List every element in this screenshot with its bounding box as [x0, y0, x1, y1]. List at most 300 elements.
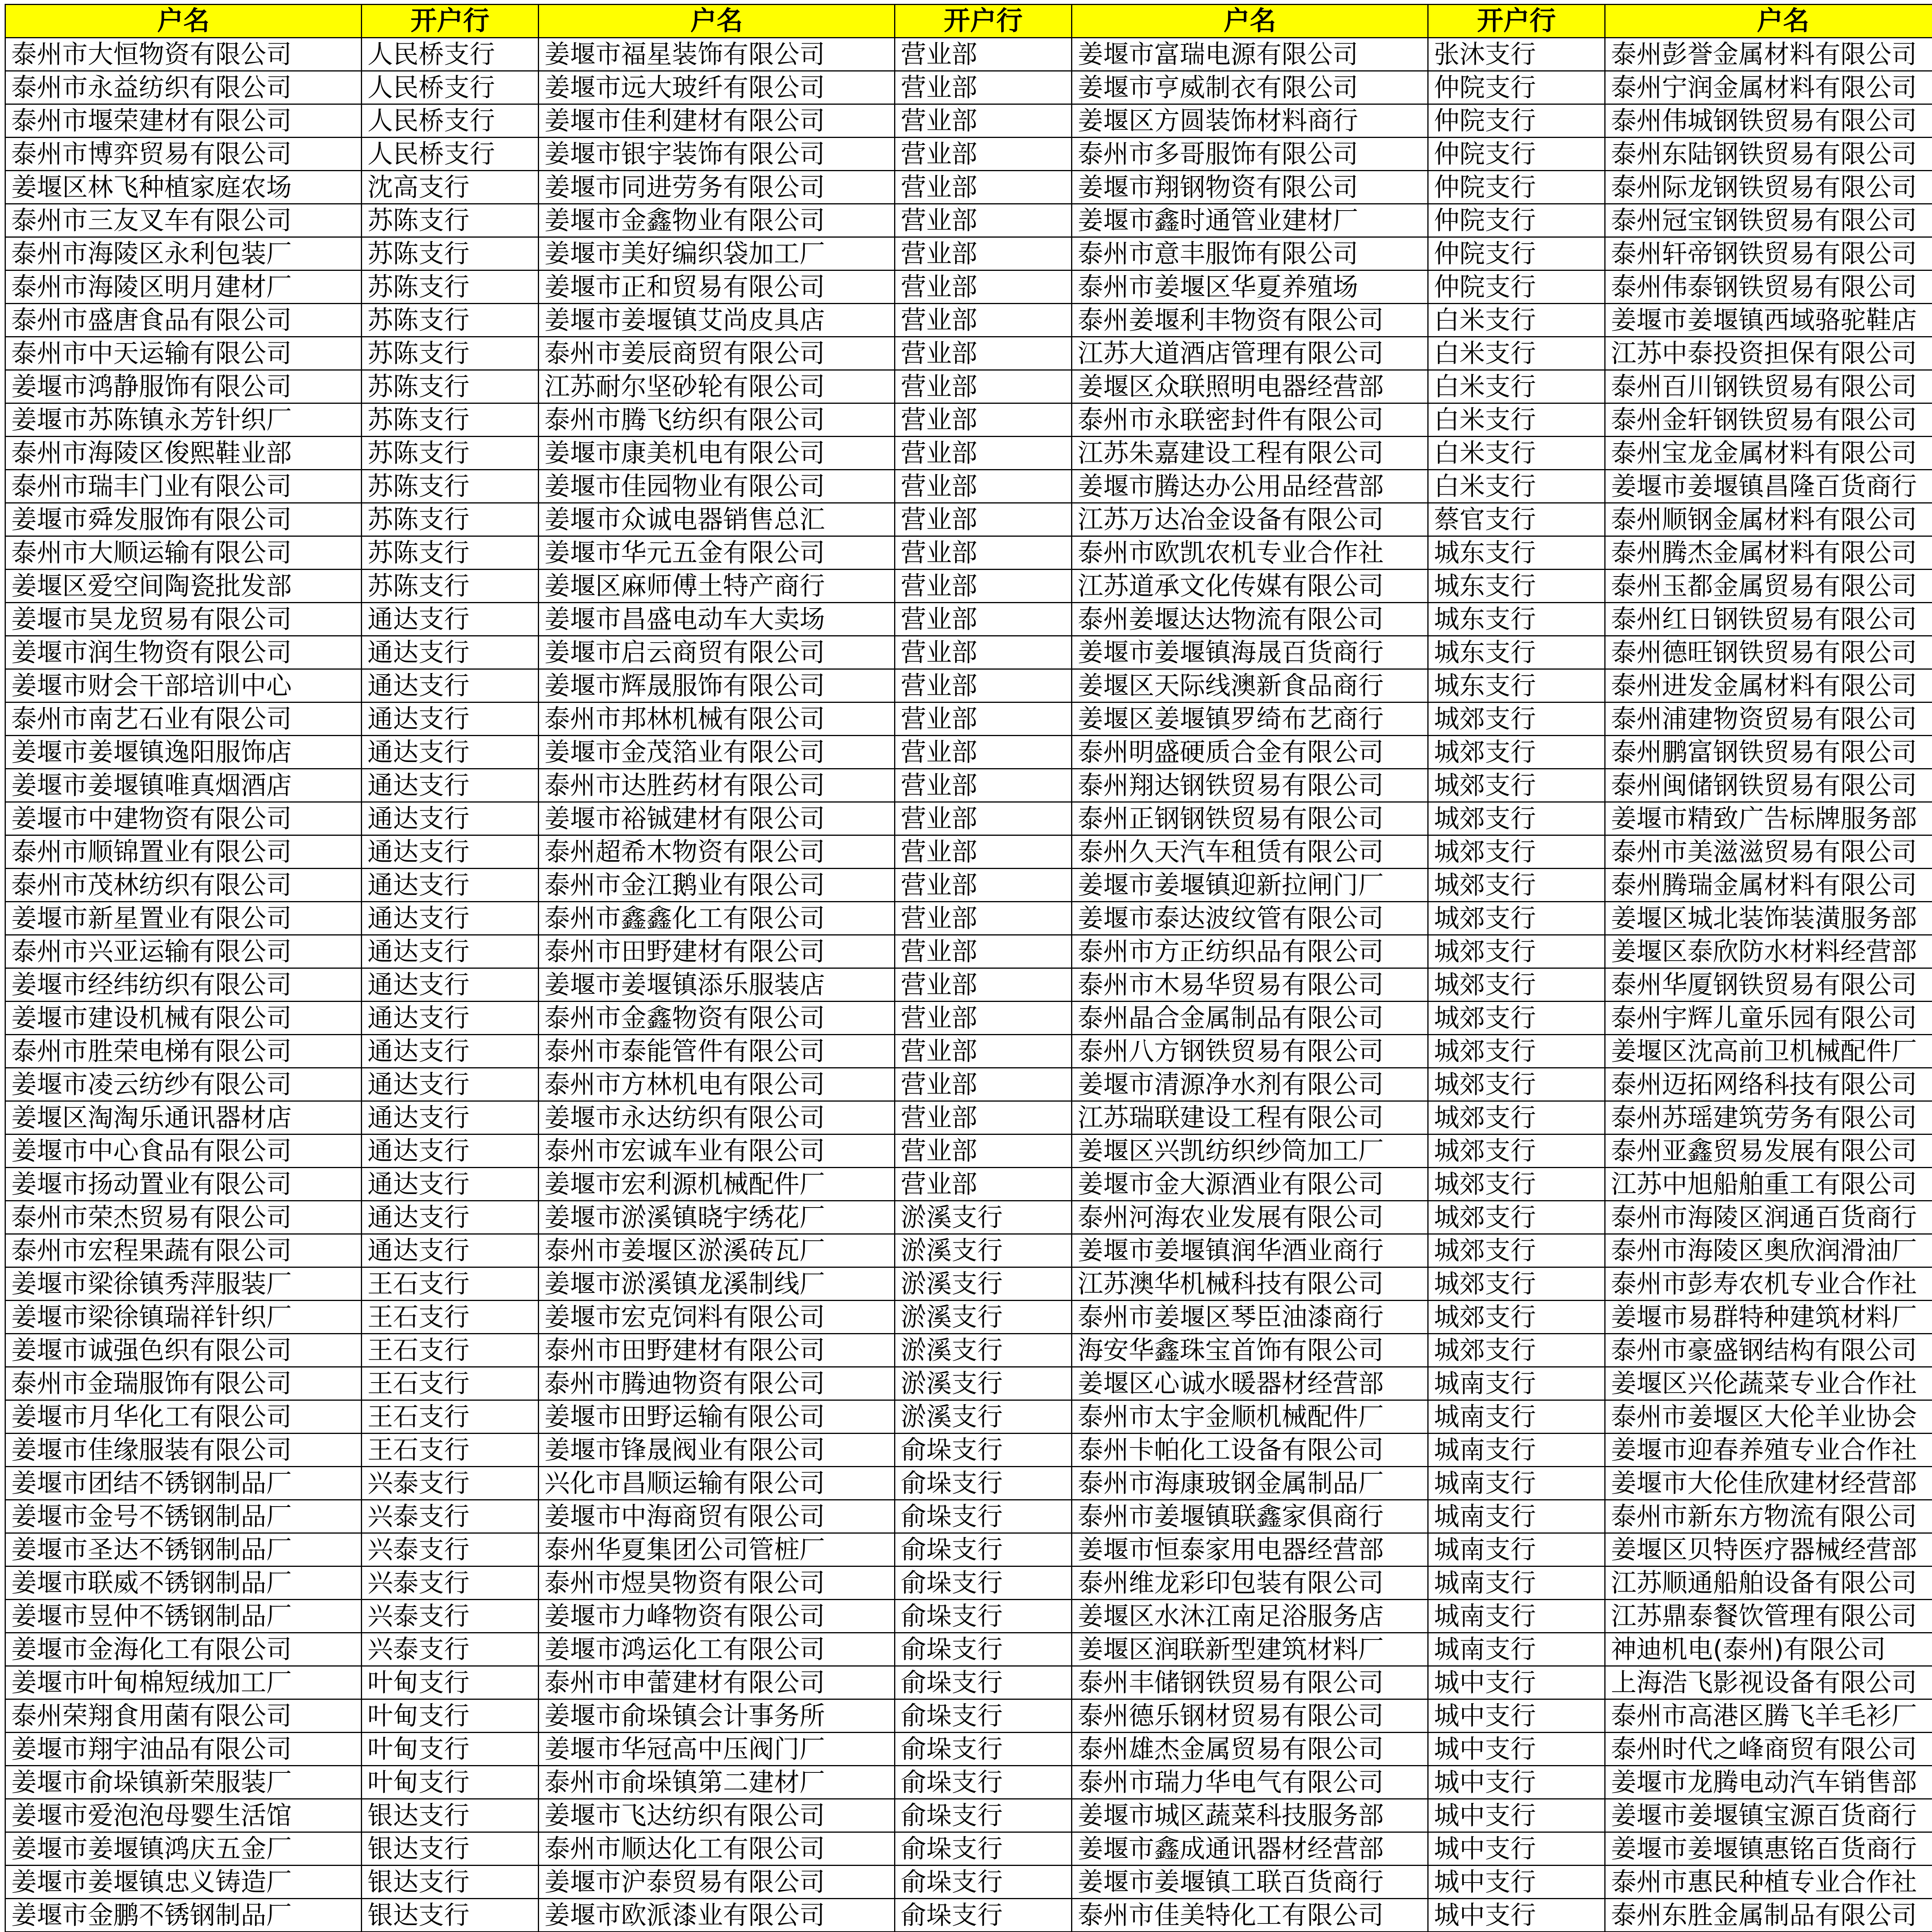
bank-branch-cell: 白米支行 — [1428, 304, 1605, 337]
table-row — [5, 204, 1932, 237]
bank-branch-cell: 通达支行 — [362, 935, 539, 968]
account-name-cell: 泰州市姜堰区淤溪砖瓦厂 — [539, 1234, 895, 1267]
table-row — [5, 403, 1932, 437]
account-name-cell: 泰州市泰能管件有限公司 — [539, 1035, 895, 1068]
account-name-cell: 泰州市海陵区俊熙鞋业部 — [5, 437, 362, 470]
account-name-cell: 姜堰市正和贸易有限公司 — [539, 270, 895, 304]
account-name-cell: 姜堰市中心食品有限公司 — [5, 1134, 362, 1168]
account-name-cell: 姜堰区兴凯纺织纱筒加工厂 — [1072, 1134, 1428, 1168]
account-name-cell: 泰州金轩钢铁贸易有限公司 — [1605, 403, 1932, 437]
table-row — [5, 1367, 1932, 1400]
account-name-cell: 姜堰市圣达不锈钢制品厂 — [5, 1533, 362, 1566]
bank-branch-cell: 营业部 — [895, 304, 1072, 337]
account-name-cell: 姜堰市姜堰镇宝源百货商行 — [1605, 1799, 1932, 1832]
account-name-cell: 泰州市姜堰镇联鑫家俱商行 — [1072, 1500, 1428, 1533]
bank-branch-cell: 通达支行 — [362, 968, 539, 1002]
account-name-cell: 泰州市堰荣建材有限公司 — [5, 104, 362, 138]
account-name-cell: 姜堰市鑫时通管业建材厂 — [1072, 204, 1428, 237]
bank-branch-cell: 营业部 — [895, 71, 1072, 104]
account-name-cell: 姜堰市舜发服饰有限公司 — [5, 503, 362, 536]
bank-branch-cell: 仲院支行 — [1428, 270, 1605, 304]
account-name-cell: 姜堰市淤溪镇龙溪制线厂 — [539, 1267, 895, 1301]
account-name-cell: 泰州市欧凯农机专业合作社 — [1072, 536, 1428, 570]
bank-branch-cell: 城郊支行 — [1428, 902, 1605, 935]
bank-branch-cell: 城中支行 — [1428, 1899, 1605, 1932]
account-name-cell: 姜堰市姜堰镇艾尚皮具店 — [539, 304, 895, 337]
account-name-cell: 泰州市达胜药材有限公司 — [539, 769, 895, 802]
table-row — [5, 702, 1932, 736]
bank-branch-cell: 城南支行 — [1428, 1367, 1605, 1400]
bank-branch-cell: 仲院支行 — [1428, 104, 1605, 138]
table-row — [5, 736, 1932, 769]
bank-branch-cell: 营业部 — [895, 636, 1072, 669]
account-name-cell: 姜堰市泰达波纹管有限公司 — [1072, 902, 1428, 935]
bank-branch-cell: 营业部 — [895, 138, 1072, 171]
account-name-cell: 姜堰市裕铖建材有限公司 — [539, 802, 895, 835]
table-row — [5, 1866, 1932, 1899]
account-name-cell: 姜堰市姜堰镇添乐服装店 — [539, 968, 895, 1002]
bank-branch-cell: 俞垛支行 — [895, 1899, 1072, 1932]
bank-branch-cell: 通达支行 — [362, 1201, 539, 1234]
account-name-cell: 泰州市方林机电有限公司 — [539, 1068, 895, 1101]
table-row — [5, 470, 1932, 503]
bank-branch-cell: 城中支行 — [1428, 1766, 1605, 1799]
bank-branch-cell: 营业部 — [895, 536, 1072, 570]
bank-branch-cell: 通达支行 — [362, 1035, 539, 1068]
account-name-cell: 泰州丰储钢铁贸易有限公司 — [1072, 1666, 1428, 1699]
account-name-cell: 姜堰市沪泰贸易有限公司 — [539, 1866, 895, 1899]
account-name-cell: 姜堰市精致广告标牌服务部 — [1605, 802, 1932, 835]
bank-branch-cell: 城郊支行 — [1428, 769, 1605, 802]
bank-branch-cell: 淤溪支行 — [895, 1334, 1072, 1367]
table-row — [5, 1400, 1932, 1434]
table-row — [5, 1899, 1932, 1932]
table-row — [5, 1035, 1932, 1068]
account-name-cell: 江苏道承文化传媒有限公司 — [1072, 570, 1428, 603]
table-row — [5, 1799, 1932, 1832]
account-name-cell: 姜堰市姜堰镇惠铭百货商行 — [1605, 1832, 1932, 1866]
table-row — [5, 71, 1932, 104]
account-name-cell: 泰州伟城钢铁贸易有限公司 — [1605, 104, 1932, 138]
table-row — [5, 669, 1932, 702]
table-row — [5, 1633, 1932, 1666]
table-row — [5, 769, 1932, 802]
account-name-cell: 姜堰市腾达办公用品经营部 — [1072, 470, 1428, 503]
account-name-cell: 姜堰市佳利建材有限公司 — [539, 104, 895, 138]
account-name-cell: 泰州晶合金属制品有限公司 — [1072, 1002, 1428, 1035]
account-name-cell: 姜堰市梁徐镇秀萍服装厂 — [5, 1267, 362, 1301]
bank-branch-cell: 仲院支行 — [1428, 138, 1605, 171]
account-name-cell: 泰州市兴亚运输有限公司 — [5, 935, 362, 968]
account-name-cell: 泰州玉都金属贸易有限公司 — [1605, 570, 1932, 603]
account-name-cell: 泰州市太宇金顺机械配件厂 — [1072, 1400, 1428, 1434]
account-name-cell: 泰州市顺锦置业有限公司 — [5, 835, 362, 869]
account-name-cell: 泰州河海农业发展有限公司 — [1072, 1201, 1428, 1234]
account-name-cell: 姜堰市亨威制衣有限公司 — [1072, 71, 1428, 104]
bank-branch-cell: 营业部 — [895, 1002, 1072, 1035]
bank-branch-cell: 苏陈支行 — [362, 503, 539, 536]
account-name-cell: 泰州市新东方物流有限公司 — [1605, 1500, 1932, 1533]
bank-branch-cell: 城郊支行 — [1428, 935, 1605, 968]
account-name-cell: 姜堰市清源净水剂有限公司 — [1072, 1068, 1428, 1101]
account-name-cell: 泰州市宏诚车业有限公司 — [539, 1134, 895, 1168]
account-name-cell: 泰州市惠民种植专业合作社 — [1605, 1866, 1932, 1899]
table-row — [5, 1766, 1932, 1799]
bank-branch-cell: 王石支行 — [362, 1434, 539, 1467]
account-name-cell: 泰州市申蕾建材有限公司 — [539, 1666, 895, 1699]
account-name-cell: 江苏万达冶金设备有限公司 — [1072, 503, 1428, 536]
account-name-cell: 江苏瑞联建设工程有限公司 — [1072, 1101, 1428, 1134]
account-name-cell: 泰州明盛硬质合金有限公司 — [1072, 736, 1428, 769]
account-name-cell: 姜堰市金鑫物业有限公司 — [539, 204, 895, 237]
account-name-cell: 兴化市昌顺运输有限公司 — [539, 1467, 895, 1500]
bank-branch-cell: 城郊支行 — [1428, 1134, 1605, 1168]
account-name-cell: 姜堰市梁徐镇瑞祥针织厂 — [5, 1301, 362, 1334]
bank-branch-cell: 通达支行 — [362, 902, 539, 935]
account-name-cell: 姜堰市昱仲不锈钢制品厂 — [5, 1600, 362, 1633]
account-name-cell: 泰州市中天运输有限公司 — [5, 337, 362, 370]
bank-branch-cell: 人民桥支行 — [362, 38, 539, 71]
bank-branch-cell: 苏陈支行 — [362, 570, 539, 603]
bank-branch-cell: 营业部 — [895, 437, 1072, 470]
bank-branch-cell: 通达支行 — [362, 1134, 539, 1168]
account-name-cell: 泰州红日钢铁贸易有限公司 — [1605, 603, 1932, 636]
table-row — [5, 1101, 1932, 1134]
account-name-cell: 泰州市盛唐食品有限公司 — [5, 304, 362, 337]
account-name-cell: 泰州市姜堰区琴臣油漆商行 — [1072, 1301, 1428, 1334]
account-name-cell: 姜堰市华冠高中压阀门厂 — [539, 1733, 895, 1766]
account-name-cell: 泰州宇辉儿童乐园有限公司 — [1605, 1002, 1932, 1035]
account-name-cell: 海安华鑫珠宝首饰有限公司 — [1072, 1334, 1428, 1367]
account-name-cell: 泰州市鑫鑫化工有限公司 — [539, 902, 895, 935]
account-name-cell: 姜堰市金号不锈钢制品厂 — [5, 1500, 362, 1533]
account-name-cell: 泰州市三友叉车有限公司 — [5, 204, 362, 237]
table-row — [5, 1566, 1932, 1600]
account-name-cell: 泰州市美滋滋贸易有限公司 — [1605, 835, 1932, 869]
table-row — [5, 138, 1932, 171]
account-name-cell: 泰州市邦林机械有限公司 — [539, 702, 895, 736]
account-name-cell: 姜堰市辉晟服饰有限公司 — [539, 669, 895, 702]
account-name-cell: 泰州市腾迪物资有限公司 — [539, 1367, 895, 1400]
bank-branch-cell: 兴泰支行 — [362, 1566, 539, 1600]
account-name-cell: 泰州市海陵区永利包装厂 — [5, 237, 362, 270]
bank-branch-cell: 王石支行 — [362, 1367, 539, 1400]
bank-branch-cell: 苏陈支行 — [362, 237, 539, 270]
account-name-cell: 姜堰市姜堰镇海晟百货商行 — [1072, 636, 1428, 669]
account-name-cell: 江苏澳华机械科技有限公司 — [1072, 1267, 1428, 1301]
account-name-cell: 泰州顺钢金属材料有限公司 — [1605, 503, 1932, 536]
account-name-cell: 姜堰市姜堰镇逸阳服饰店 — [5, 736, 362, 769]
bank-branch-cell: 俞垛支行 — [895, 1733, 1072, 1766]
bank-branch-cell: 营业部 — [895, 603, 1072, 636]
account-name-cell: 泰州东胜金属制品有限公司 — [1605, 1899, 1932, 1932]
bank-branch-cell: 俞垛支行 — [895, 1866, 1072, 1899]
account-name-cell: 泰州鹏富钢铁贸易有限公司 — [1605, 736, 1932, 769]
account-name-cell: 姜堰市恒泰家用电器经营部 — [1072, 1533, 1428, 1566]
account-name-cell: 姜堰市淤溪镇晓宇绣花厂 — [539, 1201, 895, 1234]
bank-branch-cell: 通达支行 — [362, 1168, 539, 1201]
account-name-cell: 泰州市多哥服饰有限公司 — [1072, 138, 1428, 171]
bank-branch-cell: 城郊支行 — [1428, 802, 1605, 835]
bank-branch-cell: 营业部 — [895, 669, 1072, 702]
table-body — [5, 38, 1932, 1932]
bank-branch-cell: 通达支行 — [362, 769, 539, 802]
bank-branch-cell: 城南支行 — [1428, 1533, 1605, 1566]
account-name-cell: 姜堰区沈高前卫机械配件厂 — [1605, 1035, 1932, 1068]
account-name-cell: 江苏大道酒店管理有限公司 — [1072, 337, 1428, 370]
account-name-cell: 姜堰市银宇装饰有限公司 — [539, 138, 895, 171]
bank-branch-cell: 俞垛支行 — [895, 1566, 1072, 1600]
account-name-cell: 姜堰区林飞种植家庭农场 — [5, 171, 362, 204]
account-name-cell: 泰州市姜辰商贸有限公司 — [539, 337, 895, 370]
account-name-cell: 泰州亚鑫贸易发展有限公司 — [1605, 1134, 1932, 1168]
bank-branch-cell: 叶甸支行 — [362, 1766, 539, 1799]
table-row — [5, 237, 1932, 270]
bank-branch-cell: 城南支行 — [1428, 1566, 1605, 1600]
bank-branch-cell: 仲院支行 — [1428, 237, 1605, 270]
account-name-cell: 泰州市茂林纺织有限公司 — [5, 869, 362, 902]
bank-branch-cell: 苏陈支行 — [362, 437, 539, 470]
account-name-cell: 泰州市永联密封件有限公司 — [1072, 403, 1428, 437]
account-name-cell: 泰州市木易华贸易有限公司 — [1072, 968, 1428, 1002]
account-name-cell: 泰州百川钢铁贸易有限公司 — [1605, 370, 1932, 403]
bank-branch-cell: 营业部 — [895, 171, 1072, 204]
bank-branch-cell: 兴泰支行 — [362, 1533, 539, 1566]
bank-branch-cell: 营业部 — [895, 204, 1072, 237]
bank-branch-cell: 俞垛支行 — [895, 1500, 1072, 1533]
account-name-cell: 神迪机电(泰州)有限公司 — [1605, 1633, 1932, 1666]
bank-branch-cell: 营业部 — [895, 1101, 1072, 1134]
bank-branch-cell: 营业部 — [895, 470, 1072, 503]
account-name-cell: 姜堰市远大玻纤有限公司 — [539, 71, 895, 104]
account-name-cell: 泰州苏瑶建筑劳务有限公司 — [1605, 1101, 1932, 1134]
bank-branch-cell: 通达支行 — [362, 802, 539, 835]
account-name-cell: 姜堰区方圆装饰材料商行 — [1072, 104, 1428, 138]
bank-branch-cell: 城南支行 — [1428, 1633, 1605, 1666]
account-name-cell: 姜堰市姜堰镇昌隆百货商行 — [1605, 470, 1932, 503]
account-name-cell: 姜堰区心诚水暖器材经营部 — [1072, 1367, 1428, 1400]
account-name-cell: 姜堰市诚强色织有限公司 — [5, 1334, 362, 1367]
table-row — [5, 935, 1932, 968]
account-name-cell: 姜堰市凌云纺纱有限公司 — [5, 1068, 362, 1101]
bank-branch-cell: 城中支行 — [1428, 1799, 1605, 1832]
bank-branch-cell: 俞垛支行 — [895, 1434, 1072, 1467]
bank-branch-cell: 兴泰支行 — [362, 1500, 539, 1533]
header-bank-branch-1: 开户行 — [362, 5, 539, 38]
bank-branch-cell: 城郊支行 — [1428, 1101, 1605, 1134]
account-name-cell: 泰州进发金属材料有限公司 — [1605, 669, 1932, 702]
account-name-cell: 姜堰市宏克饲料有限公司 — [539, 1301, 895, 1334]
header-account-name-4: 户名 — [1605, 5, 1932, 38]
account-name-cell: 泰州市胜荣电梯有限公司 — [5, 1035, 362, 1068]
account-name-cell: 姜堰市新星置业有限公司 — [5, 902, 362, 935]
account-name-cell: 泰州华厦钢铁贸易有限公司 — [1605, 968, 1932, 1002]
header-account-name-2: 户名 — [539, 5, 895, 38]
account-name-cell: 江苏顺通船舶设备有限公司 — [1605, 1566, 1932, 1600]
bank-branch-cell: 城东支行 — [1428, 570, 1605, 603]
bank-branch-cell: 营业部 — [895, 270, 1072, 304]
table-row — [5, 171, 1932, 204]
account-name-cell: 江苏朱嘉建设工程有限公司 — [1072, 437, 1428, 470]
bank-branch-cell: 白米支行 — [1428, 337, 1605, 370]
bank-branch-cell: 营业部 — [895, 237, 1072, 270]
account-name-cell: 姜堰市爱泡泡母婴生活馆 — [5, 1799, 362, 1832]
account-name-cell: 泰州市博弈贸易有限公司 — [5, 138, 362, 171]
account-name-cell: 姜堰区润联新型建筑材料厂 — [1072, 1633, 1428, 1666]
bank-branch-cell: 王石支行 — [362, 1267, 539, 1301]
account-name-cell: 江苏中旭船舶重工有限公司 — [1605, 1168, 1932, 1201]
table-row — [5, 570, 1932, 603]
account-name-cell: 姜堰区淘淘乐通讯器材店 — [5, 1101, 362, 1134]
bank-branch-cell: 银达支行 — [362, 1832, 539, 1866]
bank-branch-cell: 兴泰支行 — [362, 1633, 539, 1666]
account-name-cell: 姜堰市鸿运化工有限公司 — [539, 1633, 895, 1666]
account-name-cell: 姜堰市金茂箔业有限公司 — [539, 736, 895, 769]
bank-branch-cell: 人民桥支行 — [362, 71, 539, 104]
table-row — [5, 1334, 1932, 1367]
bank-branch-cell: 张沐支行 — [1428, 38, 1605, 71]
table-row — [5, 38, 1932, 71]
account-name-cell: 姜堰区爱空间陶瓷批发部 — [5, 570, 362, 603]
table-row — [5, 370, 1932, 403]
bank-branch-cell: 营业部 — [895, 869, 1072, 902]
bank-branch-cell: 蔡官支行 — [1428, 503, 1605, 536]
account-name-cell: 泰州荣翔食用菌有限公司 — [5, 1699, 362, 1733]
account-name-cell: 姜堰市俞垛镇会计事务所 — [539, 1699, 895, 1733]
account-name-cell: 泰州市腾飞纺织有限公司 — [539, 403, 895, 437]
bank-branch-cell: 城东支行 — [1428, 669, 1605, 702]
account-name-cell: 姜堰市建设机械有限公司 — [5, 1002, 362, 1035]
bank-branch-cell: 叶甸支行 — [362, 1733, 539, 1766]
bank-branch-cell: 营业部 — [895, 403, 1072, 437]
bank-branch-cell: 城中支行 — [1428, 1866, 1605, 1899]
account-name-cell: 姜堰市锋晟阀业有限公司 — [539, 1434, 895, 1467]
bank-branch-cell: 营业部 — [895, 1035, 1072, 1068]
table-row — [5, 270, 1932, 304]
bank-branch-cell: 城中支行 — [1428, 1666, 1605, 1699]
account-name-cell: 泰州德乐钢材贸易有限公司 — [1072, 1699, 1428, 1733]
bank-branch-cell: 通达支行 — [362, 669, 539, 702]
header-account-name-1: 户名 — [5, 5, 362, 38]
account-name-cell: 姜堰市力峰物资有限公司 — [539, 1600, 895, 1633]
bank-branch-cell: 苏陈支行 — [362, 270, 539, 304]
bank-branch-cell: 营业部 — [895, 736, 1072, 769]
bank-branch-cell: 城郊支行 — [1428, 1035, 1605, 1068]
account-name-cell: 泰州市金瑞服饰有限公司 — [5, 1367, 362, 1400]
bank-branch-cell: 营业部 — [895, 1068, 1072, 1101]
bank-branch-cell: 俞垛支行 — [895, 1467, 1072, 1500]
bank-branch-cell: 人民桥支行 — [362, 138, 539, 171]
account-name-cell: 泰州市海康玻钢金属制品厂 — [1072, 1467, 1428, 1500]
table-row — [5, 1533, 1932, 1566]
account-name-cell: 姜堰市姜堰镇忠义铸造厂 — [5, 1866, 362, 1899]
account-name-cell: 泰州翔达钢铁贸易有限公司 — [1072, 769, 1428, 802]
account-name-cell: 姜堰市中海商贸有限公司 — [539, 1500, 895, 1533]
bank-branch-cell: 营业部 — [895, 769, 1072, 802]
table-row — [5, 1234, 1932, 1267]
account-name-cell: 泰州伟泰钢铁贸易有限公司 — [1605, 270, 1932, 304]
account-name-cell: 泰州时代之峰商贸有限公司 — [1605, 1733, 1932, 1766]
account-name-cell: 姜堰市中建物资有限公司 — [5, 802, 362, 835]
table-row — [5, 968, 1932, 1002]
account-name-cell: 姜堰市润生物资有限公司 — [5, 636, 362, 669]
account-name-cell: 姜堰市易群特种建筑材料厂 — [1605, 1301, 1932, 1334]
account-name-cell: 姜堰市金鹏不锈钢制品厂 — [5, 1899, 362, 1932]
account-name-cell: 泰州市大顺运输有限公司 — [5, 536, 362, 570]
account-name-cell: 姜堰市姜堰镇润华酒业商行 — [1072, 1234, 1428, 1267]
bank-branch-cell: 兴泰支行 — [362, 1600, 539, 1633]
bank-branch-cell: 城东支行 — [1428, 603, 1605, 636]
table-row — [5, 1832, 1932, 1866]
account-name-cell: 泰州市方正纺织品有限公司 — [1072, 935, 1428, 968]
bank-branch-cell: 苏陈支行 — [362, 536, 539, 570]
account-name-cell: 姜堰市姜堰镇唯真烟酒店 — [5, 769, 362, 802]
bank-branch-cell: 城郊支行 — [1428, 1267, 1605, 1301]
bank-branch-cell: 淤溪支行 — [895, 1201, 1072, 1234]
account-name-cell: 泰州市顺达化工有限公司 — [539, 1832, 895, 1866]
bank-branch-cell: 城东支行 — [1428, 536, 1605, 570]
account-name-cell: 泰州彭誉金属材料有限公司 — [1605, 38, 1932, 71]
bank-branch-cell: 城郊支行 — [1428, 1002, 1605, 1035]
account-name-cell: 姜堰区姜堰镇罗绮布艺商行 — [1072, 702, 1428, 736]
account-name-cell: 泰州市宏程果蔬有限公司 — [5, 1234, 362, 1267]
account-name-cell: 泰州市姜堰区华夏养殖场 — [1072, 270, 1428, 304]
account-name-cell: 泰州市高港区腾飞羊毛衫厂 — [1605, 1699, 1932, 1733]
bank-branch-cell: 营业部 — [895, 702, 1072, 736]
table-row — [5, 304, 1932, 337]
bank-branch-cell: 营业部 — [895, 503, 1072, 536]
account-name-cell: 姜堰市启云商贸有限公司 — [539, 636, 895, 669]
account-name-cell: 姜堰区泰欣防水材料经营部 — [1605, 935, 1932, 968]
bank-branch-cell: 营业部 — [895, 38, 1072, 71]
account-name-cell: 江苏鼎泰餐饮管理有限公司 — [1605, 1600, 1932, 1633]
bank-branch-cell: 俞垛支行 — [895, 1533, 1072, 1566]
bank-branch-cell: 城郊支行 — [1428, 1301, 1605, 1334]
bank-branch-cell: 王石支行 — [362, 1301, 539, 1334]
bank-branch-cell: 俞垛支行 — [895, 1832, 1072, 1866]
table-row — [5, 869, 1932, 902]
bank-branch-cell: 银达支行 — [362, 1799, 539, 1832]
account-name-cell: 姜堰市翔宇油品有限公司 — [5, 1733, 362, 1766]
account-name-cell: 姜堰市迎春养殖专业合作社 — [1605, 1434, 1932, 1467]
account-name-cell: 泰州市佳美特化工有限公司 — [1072, 1899, 1428, 1932]
account-name-cell: 泰州闽储钢铁贸易有限公司 — [1605, 769, 1932, 802]
table-row — [5, 1733, 1932, 1766]
account-name-cell: 姜堰市扬动置业有限公司 — [5, 1168, 362, 1201]
bank-branch-cell: 白米支行 — [1428, 370, 1605, 403]
account-name-cell: 姜堰区众联照明电器经营部 — [1072, 370, 1428, 403]
account-name-cell: 泰州卡帕化工设备有限公司 — [1072, 1434, 1428, 1467]
account-name-cell: 姜堰市大伦佳欣建材经营部 — [1605, 1467, 1932, 1500]
table-row — [5, 835, 1932, 869]
account-name-cell: 泰州冠宝钢铁贸易有限公司 — [1605, 204, 1932, 237]
account-name-cell: 泰州市金江鹅业有限公司 — [539, 869, 895, 902]
account-name-cell: 姜堰市佳缘服装有限公司 — [5, 1434, 362, 1467]
account-name-cell: 姜堰市姜堰镇迎新拉闸门厂 — [1072, 869, 1428, 902]
account-name-cell: 泰州市豪盛钢结构有限公司 — [1605, 1334, 1932, 1367]
bank-branch-cell: 苏陈支行 — [362, 337, 539, 370]
bank-branch-cell: 叶甸支行 — [362, 1666, 539, 1699]
account-name-cell: 江苏耐尔坚砂轮有限公司 — [539, 370, 895, 403]
account-name-cell: 姜堰市俞垛镇新荣服装厂 — [5, 1766, 362, 1799]
account-name-cell: 泰州市姜堰区大伦羊业协会 — [1605, 1400, 1932, 1434]
table-row — [5, 1699, 1932, 1733]
bank-branch-cell: 仲院支行 — [1428, 204, 1605, 237]
bank-branch-cell: 营业部 — [895, 1168, 1072, 1201]
bank-branch-cell: 城南支行 — [1428, 1500, 1605, 1533]
bank-branch-cell: 苏陈支行 — [362, 370, 539, 403]
bank-branch-cell: 城南支行 — [1428, 1600, 1605, 1633]
